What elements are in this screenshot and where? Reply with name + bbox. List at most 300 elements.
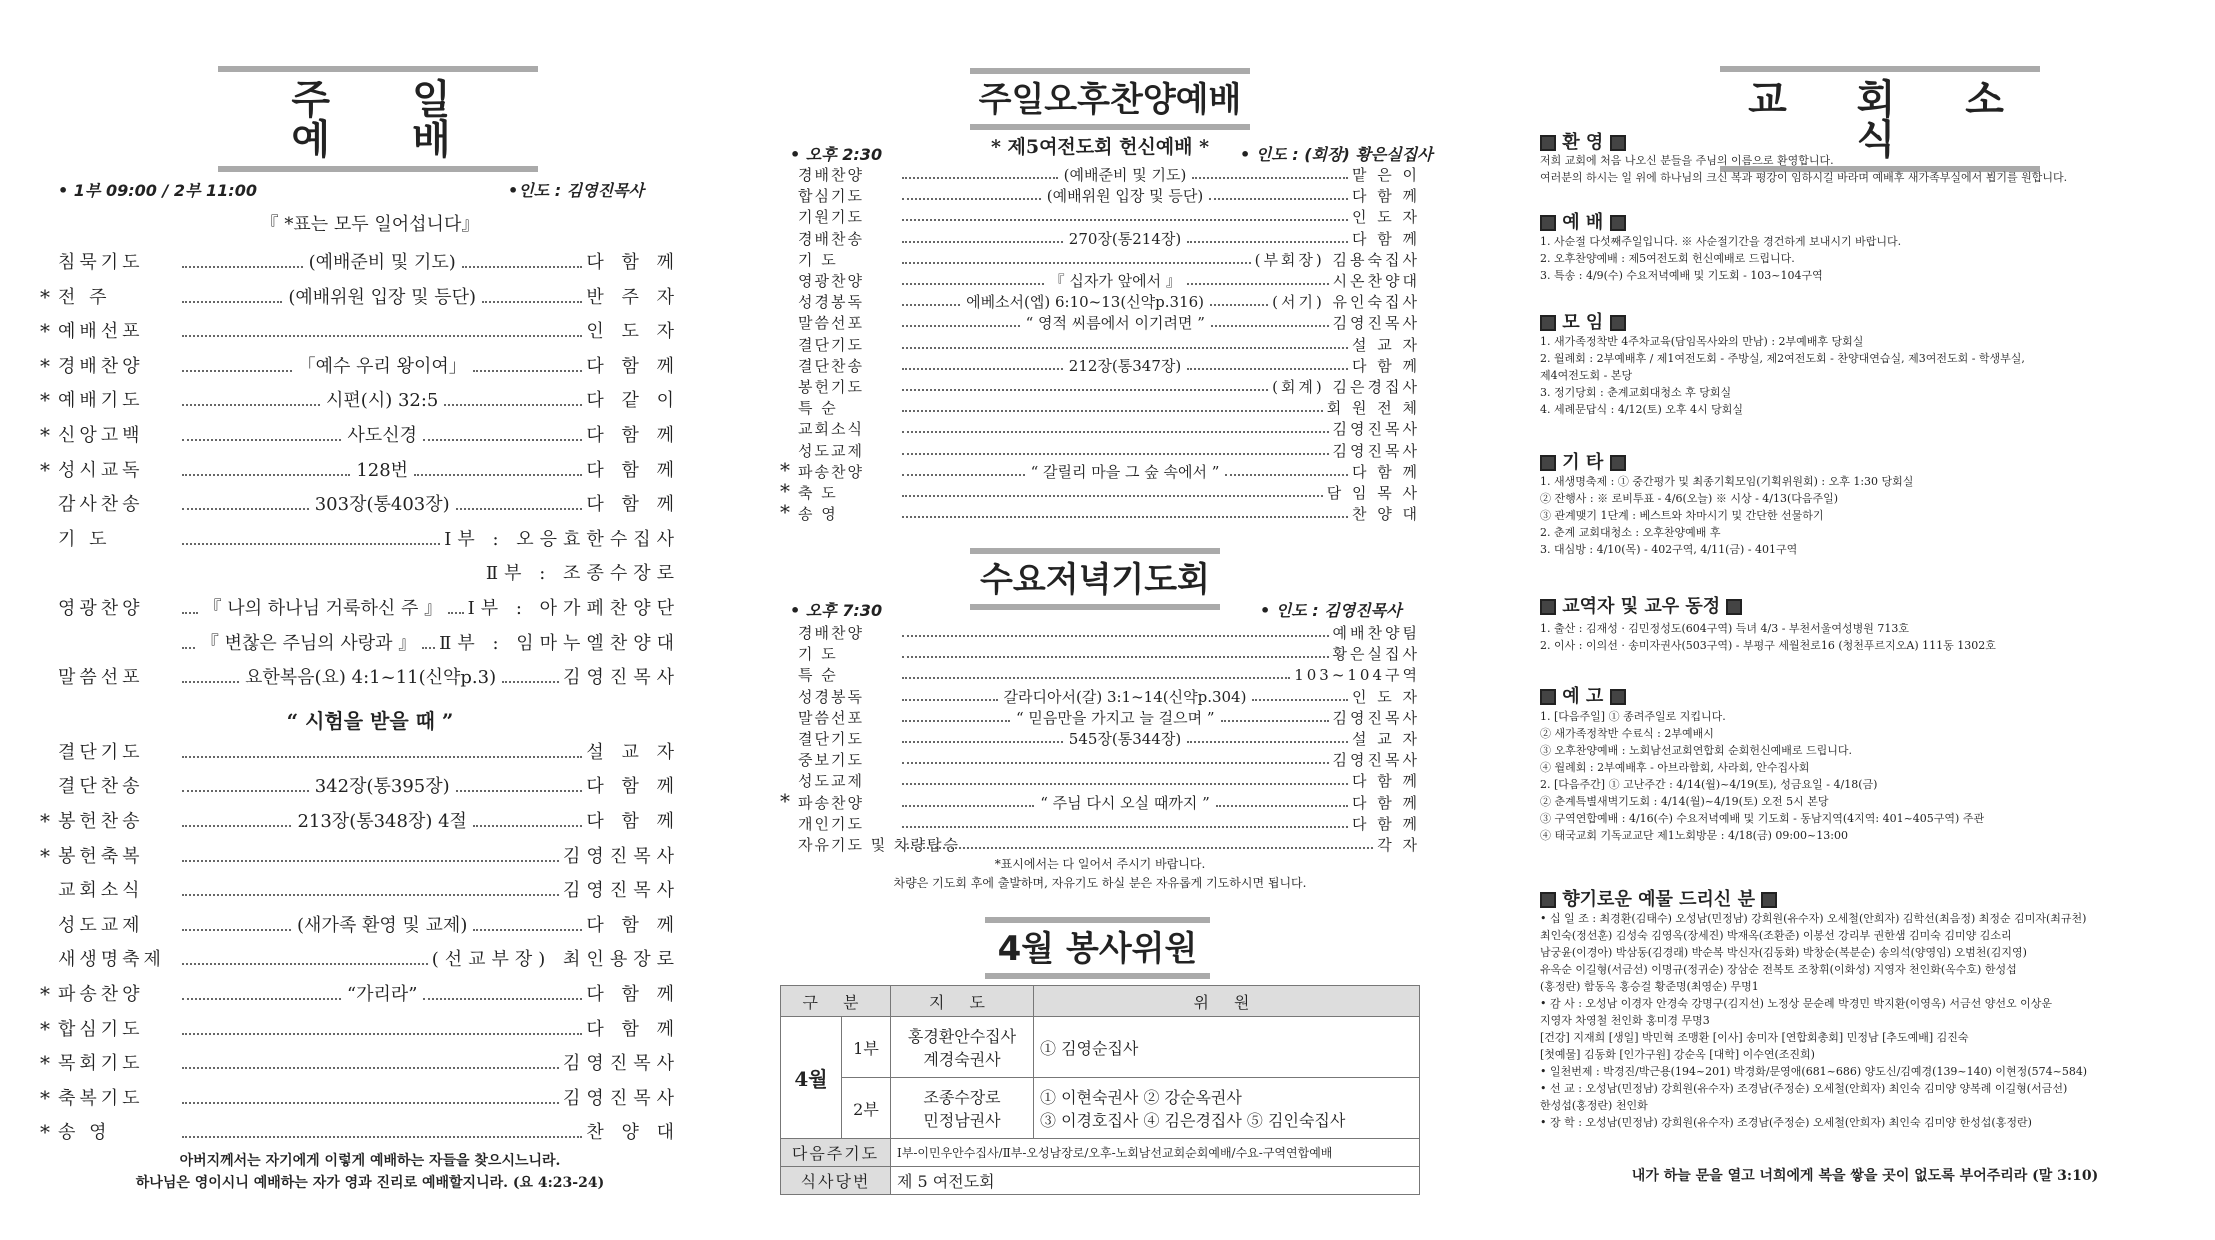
order-content: 『 변찮은 주님의 사랑과 』 xyxy=(200,632,417,654)
order-content: 에베소서(엡) 6:10~13(신약p.316) xyxy=(966,293,1205,312)
order-person: 다 함 께 xyxy=(586,459,681,481)
order-row xyxy=(40,594,680,620)
leader-dots xyxy=(182,301,282,303)
leader-dots xyxy=(902,741,1063,743)
order-label: 송 영 xyxy=(798,505,838,524)
order-row xyxy=(780,815,1420,834)
order-label: 교회소식 xyxy=(58,880,144,902)
part1-cell: 1부 xyxy=(842,1017,891,1078)
leader-dots xyxy=(182,825,291,827)
order-label: 파송찬양 xyxy=(798,793,864,812)
order-star: * xyxy=(40,353,50,378)
order-person: Ⅱ부 : 조종수장로 xyxy=(485,563,680,585)
order-row xyxy=(40,911,680,937)
order-person: (서기) 유인숙집사 xyxy=(1272,293,1421,312)
order-content: 요한복음(요) 4:1~11(신약p.3) xyxy=(244,667,497,689)
order-row xyxy=(40,629,680,655)
order-label: 축복기도 xyxy=(58,1087,144,1109)
order-person: 다 함 께 xyxy=(586,494,680,516)
notice-heading: 예 고 xyxy=(1540,682,1626,708)
order-person: Ⅱ부 : 임마누엘찬양대 xyxy=(439,632,680,654)
order-row xyxy=(780,251,1420,270)
next-prayer-label: 다음주기도 xyxy=(781,1139,891,1167)
order-person: 다 함 께 xyxy=(1352,229,1421,248)
leader-dots xyxy=(456,790,583,792)
next-prayer-value: Ⅰ부-이민우안수집사/Ⅱ부-오성남장로/오후-노회남선교회순회예배/수요-구역연합예배 xyxy=(891,1139,1420,1167)
leader-dots xyxy=(902,219,1348,221)
leader-dots xyxy=(902,826,1348,828)
order-content: 「예수 우리 왕이여」 xyxy=(297,355,467,377)
order-label: 경배찬양 xyxy=(58,355,144,377)
standing-note: *표시에서는 다 일어서 주시기 바랍니다. xyxy=(994,857,1206,871)
part2-leaders xyxy=(891,1078,1034,1139)
leader-dots xyxy=(182,612,198,614)
order-label: 성도교제 xyxy=(58,914,144,936)
leader-dots xyxy=(902,635,1329,637)
order-label: 파송찬양 xyxy=(798,462,864,481)
news-line: 1. 새가족정착반 4주차교육(담임목사와의 만남) : 2부예배후 당회실 xyxy=(1540,335,1864,348)
order-person: 다 함 께 xyxy=(586,425,681,446)
table-header-leader: 지 도 xyxy=(891,986,1034,1017)
order-content: 213장(통348장) 4절 xyxy=(297,811,467,832)
order-row xyxy=(780,399,1420,418)
leader-dots xyxy=(902,453,1329,455)
order-row xyxy=(780,272,1420,291)
order-person: 다 함 께 xyxy=(586,1018,680,1040)
news-line: 저희 교회에 처음 나오신 분들을 주님의 이름으로 환영합니다. xyxy=(1540,154,1834,167)
worship-leader: •인도 : 김영진목사 xyxy=(508,181,644,200)
news-line: • 장 학 : 오성남(민정남) 강희원(유수자) 조경남(주정순) 오세철(안희자) 최인숙 김미양 한성섭(홍정란) xyxy=(1540,1116,2032,1129)
part1-leader-2: 계경숙권사 xyxy=(923,1050,1001,1069)
order-person: 김영진목사 xyxy=(1332,420,1420,439)
afternoon-time: • 오후 2:30 xyxy=(790,145,883,164)
leader-dots xyxy=(182,335,582,337)
order-row xyxy=(780,836,1420,855)
leader-dots xyxy=(182,439,341,441)
part2-leader-2: 민정남권사 xyxy=(923,1111,1001,1130)
order-content: “ 주님 다시 오실 때까지 ” xyxy=(1040,793,1210,812)
order-label: 경배찬양 xyxy=(798,166,864,184)
order-content: (예배준비 및 기도) xyxy=(1063,166,1187,184)
order-person: 김영진목사 xyxy=(1332,751,1420,770)
order-person: 김영진목사 xyxy=(563,1087,680,1109)
order-star: * xyxy=(780,457,790,482)
volunteer-table xyxy=(780,985,1420,1195)
news-line: 제4여전도회 - 본당 xyxy=(1540,369,1633,382)
order-person: 다 함 께 xyxy=(1351,814,1420,833)
afternoon-worship-title: 주일오후찬양예배 xyxy=(970,68,1250,130)
news-line: 2. 월례회 : 2부예배후 / 제1여전도회 - 주방실, 제2여전도회 - 찬양대연습실, 제3여전도회 - 학생부실, xyxy=(1540,352,2025,365)
order-row xyxy=(780,500,1420,525)
order-row xyxy=(780,187,1420,206)
leader-dots xyxy=(902,847,1373,849)
order-person: 다 함 께 xyxy=(1351,462,1420,481)
church-news-title: 교 회 소 식 xyxy=(1720,66,2040,172)
order-star: * xyxy=(40,982,50,1006)
order-row xyxy=(40,352,680,378)
order-person: 김영진목사 xyxy=(563,845,680,867)
leader-dots xyxy=(182,404,320,406)
order-content: 270장(통214장) xyxy=(1068,229,1182,248)
order-label: 경배찬양 xyxy=(798,624,864,642)
leader-dots xyxy=(902,656,1329,658)
news-line: ② 새가족정착반 수료식 : 2부예배시 xyxy=(1540,727,1714,740)
order-row xyxy=(40,772,680,798)
order-person: 다 같 이 xyxy=(586,390,680,412)
order-person: 다 함 께 xyxy=(586,355,680,377)
order-content: “ 갈릴리 마을 그 숲 속에서 ” xyxy=(1030,462,1220,481)
news-line: 3. 특송 : 4/9(수) 수요저녁예배 및 기도회 - 103~104구역 xyxy=(1540,269,1823,282)
order-label: 봉헌축복 xyxy=(58,845,144,867)
news-line: 1. [다음주일] ① 종려주일로 지킵니다. xyxy=(1540,710,1726,723)
order-person: 각 자 xyxy=(1377,836,1420,854)
order-label: 경배찬송 xyxy=(798,229,864,248)
order-person: 다 함 께 xyxy=(1352,793,1421,812)
leader-dots xyxy=(1187,241,1348,243)
leader-dots xyxy=(182,1033,582,1035)
leader-dots xyxy=(902,805,1034,807)
leader-dots xyxy=(182,790,309,792)
order-row xyxy=(780,293,1420,312)
order-row xyxy=(40,559,680,585)
order-person: 다 함 께 xyxy=(586,811,680,832)
leader-dots xyxy=(1187,283,1329,285)
order-person: 회 원 전 체 xyxy=(1326,399,1420,418)
misc-heading: 기 타 xyxy=(1540,448,1626,474)
order-label: 침묵기도 xyxy=(58,252,144,273)
order-label: 목회기도 xyxy=(58,1053,144,1075)
news-line: • 일천번제 : 박경진/박근용(194~201) 박경화/문영애(681~686) 양도신/김예경(139~140) 이현정(574~584) xyxy=(1540,1065,2088,1078)
order-label: 파송찬양 xyxy=(58,984,144,1005)
news-line: 최인숙(정선훈) 김성숙 김영옥(장세진) 박재옥(조환준) 이봉선 강리부 권한샘 김미숙 김미양 김소리 xyxy=(1540,929,2012,942)
order-person: 김영진목사 xyxy=(1332,441,1420,460)
closing-verse-line2: 하나님은 영이시니 예배하는 자가 영과 진리로 예배할지니라. (요 4:23-24) xyxy=(135,1175,605,1191)
order-person: 다 함 께 xyxy=(586,776,680,798)
leader-dots xyxy=(902,495,1323,497)
leader-dots xyxy=(902,389,1268,391)
news-line: 1. 사순절 다섯째주일입니다. ※ 사순절기간을 경건하게 보내시기 바랍니다. xyxy=(1540,235,1902,248)
leader-dots xyxy=(182,998,341,1000)
leader-dots xyxy=(182,266,303,268)
order-row xyxy=(40,456,680,482)
leader-dots xyxy=(473,370,583,372)
order-content: 『 십자가 앞에서 』 xyxy=(1049,272,1181,290)
table-header-division: 구 분 xyxy=(781,986,891,1017)
wednesday-leader: • 인도 : 김영진목사 xyxy=(1260,601,1402,620)
news-line: ④ 태국교회 기독교교단 제1노회방문 : 4/18(금) 09:00~13:00 xyxy=(1540,829,1848,842)
order-label: 신앙고백 xyxy=(58,425,144,446)
order-label: 예배선포 xyxy=(58,321,144,343)
standing-notice: 『 *표는 모두 일어섭니다』 xyxy=(260,214,480,235)
leader-dots xyxy=(414,474,582,476)
part1-leaders xyxy=(891,1017,1034,1078)
welcome-heading: 환 영 xyxy=(1540,128,1626,154)
news-line: [첫예물] 김동화 [인가구원] 강순옥 [대학] 이수연(조진희) xyxy=(1540,1048,1815,1061)
leader-dots xyxy=(1216,805,1348,807)
order-person: 예배찬양팀 xyxy=(1332,624,1420,642)
order-label: 예배기도 xyxy=(58,390,144,412)
order-row xyxy=(780,378,1420,397)
leader-dots xyxy=(902,677,1290,679)
order-content: 128번 xyxy=(356,459,409,481)
order-label: 결단찬송 xyxy=(58,776,144,798)
order-label: 축 도 xyxy=(798,484,838,502)
leader-dots xyxy=(456,508,583,510)
order-row xyxy=(40,525,680,551)
staff-heading: 교역자 및 교우 동정 xyxy=(1540,592,1742,618)
order-content: 시편(시) 32:5 xyxy=(326,390,439,412)
order-star: * xyxy=(40,388,50,413)
order-person: 김영진목사 xyxy=(563,1053,680,1075)
news-line: • 선 교 : 오성남(민정남) 강희원(유수자) 조경남(주정순) 오세철(안희자) 최인숙 김미양 양복례 이길형(서금선) xyxy=(1540,1082,2068,1095)
meal-duty-label: 식사당번 xyxy=(781,1167,891,1195)
order-person: 103~104구역 xyxy=(1294,666,1420,685)
news-line: • 십 일 조 : 최경환(김태수) 오성남(민정남) 강희원(유수자) 오세철(안희자) 김학선(최음정) 최정순 김미자(최규천) xyxy=(1540,912,2087,925)
order-label: 성도교제 xyxy=(798,441,864,460)
order-person: 김영진목사 xyxy=(1332,314,1421,333)
order-content: 303장(통403장) xyxy=(314,494,450,516)
order-row xyxy=(780,688,1420,707)
closing-verse: 내가 하늘 문을 열고 너희에게 복을 쌓을 곳이 없도록 부어주리라 (말 3:10) xyxy=(1631,1168,2099,1184)
order-person: 다 함 께 xyxy=(586,984,680,1005)
order-person: 시온찬양대 xyxy=(1332,272,1421,290)
order-star: * xyxy=(780,500,790,525)
order-person: 찬 양 대 xyxy=(1351,505,1420,524)
news-line: 1. 출산 : 김재성 · 김민정성도(604구역) 득녀 4/3 - 부천서울여성병원 713호 xyxy=(1540,622,1910,635)
order-label: 영광찬양 xyxy=(58,598,144,619)
leader-dots xyxy=(182,1136,582,1138)
news-line: ② 잔행사 : ※ 로비투표 - 4/6(오늘) ※ 시상 - 4/13(다음주일) xyxy=(1540,492,1839,505)
leader-dots xyxy=(422,647,435,649)
order-person: 인 도 자 xyxy=(1352,687,1421,706)
news-line: 2. 춘계 교회대청소 : 오후찬양예배 후 xyxy=(1540,526,1721,539)
leader-dots xyxy=(182,647,195,649)
order-content: 545장(통344장) xyxy=(1068,730,1182,748)
leader-dots xyxy=(902,347,1348,349)
leader-dots xyxy=(902,699,998,701)
order-row xyxy=(780,208,1420,227)
leader-dots xyxy=(182,508,309,510)
leader-dots xyxy=(182,681,239,683)
news-line: 2. 오후찬양예배 : 제5여전도회 헌신예배로 드립니다. xyxy=(1540,252,1795,265)
order-row xyxy=(40,490,680,516)
leader-dots xyxy=(182,1102,559,1104)
order-person: 설 교 자 xyxy=(1351,335,1420,354)
leader-dots xyxy=(462,266,583,268)
april-volunteers-title: 4월 봉사위원 xyxy=(985,917,1210,979)
leader-dots xyxy=(1187,741,1348,743)
order-star: * xyxy=(40,1085,50,1110)
order-row xyxy=(40,248,680,274)
order-label: 영광찬양 xyxy=(798,272,864,290)
news-line: ③ 관계맺기 1단계 : 베스트와 차마시기 및 간단한 선물하기 xyxy=(1540,509,1824,522)
order-row xyxy=(40,421,680,447)
sermon-title: “ 시험을 받을 때 ” xyxy=(286,709,454,733)
order-row xyxy=(780,420,1420,439)
afternoon-subtitle: * 제5여전도회 헌신예배 * xyxy=(990,136,1210,158)
order-row xyxy=(780,709,1420,728)
order-label: 기 도 xyxy=(798,250,838,269)
order-star: * xyxy=(780,788,790,813)
order-person: (회계) 김은경집사 xyxy=(1272,378,1420,396)
order-label: 기원기도 xyxy=(798,208,864,227)
order-label: 말씀선포 xyxy=(58,667,144,689)
wednesday-time: • 오후 7:30 xyxy=(790,601,883,620)
order-label: 결단기도 xyxy=(798,730,864,748)
order-content: (예배위원 입장 및 등단) xyxy=(1046,187,1204,206)
part2-leader-1: 조종수장로 xyxy=(923,1088,1001,1107)
order-row xyxy=(40,1015,680,1041)
wednesday-prayer-title: 수요저녁기도회 xyxy=(970,548,1220,610)
order-label: 결단찬송 xyxy=(798,356,864,375)
news-line: • 감 사 : 오성남 이경자 안경숙 강명구(김지선) 노정상 문순례 박경민 박지환(이영옥) 서금선 양선오 이상운 xyxy=(1540,997,2052,1010)
leader-dots xyxy=(902,177,1058,179)
news-line: ③ 구역연합예배 : 4/16(수) 수요저녁예배 및 기도회 - 동남지역(4지역: 401~405구역) 주관 xyxy=(1540,812,1985,825)
leader-dots xyxy=(902,720,1010,722)
order-label: 중보기도 xyxy=(798,751,864,770)
leader-dots xyxy=(1225,474,1348,476)
news-line: 지영자 차영철 천인화 홍미경 무명3 xyxy=(1540,1014,1710,1027)
staff-list xyxy=(1540,620,2190,654)
order-star: * xyxy=(40,1120,50,1145)
leader-dots xyxy=(482,301,582,303)
order-content: “ 믿음만을 가지고 늘 걸으며 ” xyxy=(1015,708,1215,727)
part2-members-line2: ③ 이경호집사 ④ 김은경집사 ⑤ 김인숙집사 xyxy=(1040,1111,1346,1130)
leader-dots xyxy=(182,860,559,862)
leader-dots xyxy=(902,304,960,306)
order-row xyxy=(780,772,1420,791)
leader-dots xyxy=(1209,198,1348,200)
offering-list xyxy=(1540,910,2190,1131)
order-content: 갈라디아서(갈) 3:1~14(신약p.304) xyxy=(1003,687,1247,706)
news-line: ④ 월례회 : 2부예배후 - 아브라함회, 사라회, 안수집사회 xyxy=(1540,761,1810,774)
order-star: * xyxy=(40,843,50,868)
meeting-heading: 모 임 xyxy=(1540,308,1626,334)
order-star: * xyxy=(40,423,50,447)
leader-dots xyxy=(1252,699,1348,701)
order-row xyxy=(40,945,680,971)
worship-times: • 1부 09:00 / 2부 11:00 xyxy=(58,181,257,200)
leader-dots xyxy=(182,474,350,476)
part2-members-line1: ① 이현숙권사 ② 강순옥권사 xyxy=(1040,1088,1242,1107)
news-line: 3. 정기당회 : 춘계교회대청소 후 당회실 xyxy=(1540,386,1732,399)
leader-dots xyxy=(423,439,582,441)
meal-duty-value: 제 5 여전도회 xyxy=(891,1167,1420,1195)
order-person: 설 교 자 xyxy=(586,741,680,763)
order-star: * xyxy=(40,284,50,309)
order-row xyxy=(40,876,680,902)
vehicle-note: 차량은 기도회 후에 출발하며, 자유기도 하실 분은 자유롭게 기도하시면 됩니다. xyxy=(893,876,1307,890)
leader-dots xyxy=(182,756,582,758)
leader-dots xyxy=(902,325,1020,327)
order-person: 맡 은 이 xyxy=(1351,166,1420,184)
order-label: 성도교제 xyxy=(798,772,864,791)
order-content: “ 영적 씨름에서 이기려면 ” xyxy=(1025,314,1205,333)
worship-heading: 예 배 xyxy=(1540,208,1626,234)
leader-dots xyxy=(1221,720,1329,722)
news-line: 3. 대심방 : 4/10(목) - 402구역, 4/11(금) - 401구역 xyxy=(1540,543,1798,556)
news-line: 여러분의 하시는 일 위에 하나님의 크신 복과 평강이 임하시길 바라며 예배후 새가족부실에서 뵙기를 원합니다. xyxy=(1540,171,2068,184)
order-row xyxy=(780,230,1420,249)
order-label: 전 주 xyxy=(58,286,111,308)
leader-dots xyxy=(182,963,428,965)
order-row xyxy=(40,663,680,689)
order-label: 특 순 xyxy=(798,666,838,685)
order-row xyxy=(780,166,1420,185)
order-row xyxy=(780,645,1420,664)
order-star: * xyxy=(780,479,790,503)
leader-dots xyxy=(902,368,1063,370)
news-line: ② 춘계특별새벽기도회 : 4/14(월)~4/19(토) 오전 5시 본당 xyxy=(1540,795,1829,808)
order-star: * xyxy=(40,457,50,482)
order-person: 설 교 자 xyxy=(1352,730,1421,748)
order-label: 기 도 xyxy=(58,528,111,550)
order-row xyxy=(780,357,1420,376)
order-content: (새가족 환영 및 교제) xyxy=(297,914,468,936)
sunday-worship-title: 주 일 예 배 xyxy=(218,66,538,172)
order-row xyxy=(780,457,1420,482)
order-person: 김영진목사 xyxy=(1332,708,1420,727)
leader-dots xyxy=(473,929,582,931)
order-person: 인 도 자 xyxy=(586,321,680,343)
order-person: 인 도 자 xyxy=(1351,208,1420,227)
order-label: 개인기도 xyxy=(798,814,864,833)
order-row xyxy=(40,807,680,833)
order-row xyxy=(780,336,1420,355)
order-label: 합심기도 xyxy=(798,187,864,206)
order-content: 342장(통395장) xyxy=(314,776,450,798)
leader-dots xyxy=(902,431,1329,433)
order-content: 『 나의 하나님 거룩하신 주 』 xyxy=(203,598,443,619)
order-person: (선교부장) 최인용장로 xyxy=(431,949,680,971)
misc-list xyxy=(1540,473,2190,558)
news-line: 유옥순 이길형(서금선) 이명규(정귀순) 장삼순 전복토 조창휘(이화성) 지영자 천인화(옥수호) 한성섭 xyxy=(1540,963,2017,976)
order-label: 말씀선포 xyxy=(798,314,864,333)
order-content: (예배위원 입장 및 등단) xyxy=(288,286,477,308)
order-label: 봉헌찬송 xyxy=(58,811,144,832)
order-label: 특 순 xyxy=(798,399,838,418)
order-person: Ⅰ부 : 오응효한수집사 xyxy=(444,528,680,550)
order-label: 합심기도 xyxy=(58,1018,144,1040)
order-row xyxy=(780,666,1420,685)
order-row xyxy=(40,842,680,868)
month-cell: 4월 xyxy=(781,1017,842,1139)
leader-dots xyxy=(902,241,1063,243)
order-row xyxy=(40,980,680,1006)
offering-heading: 향기로운 예물 드리신 분 xyxy=(1540,885,1777,911)
order-person: 찬 양 대 xyxy=(586,1122,680,1144)
order-star: * xyxy=(40,809,50,833)
order-label: 새생명축제 xyxy=(58,949,165,971)
order-person: 다 함 께 xyxy=(586,252,681,273)
order-row xyxy=(780,624,1420,643)
order-person: 다 함 께 xyxy=(1351,187,1420,206)
worship-list xyxy=(1540,233,2190,284)
leader-dots xyxy=(1210,304,1268,306)
leader-dots xyxy=(1187,368,1348,370)
welcome-list xyxy=(1540,152,2190,186)
notice-list xyxy=(1540,708,2190,844)
order-row xyxy=(780,314,1420,333)
order-row xyxy=(40,1049,680,1075)
order-star: * xyxy=(40,319,50,344)
news-line: 2. [다음주간] ① 고난주간 : 4/14(월)~4/19(토), 성금요일 - 4/18(금) xyxy=(1540,778,1878,791)
order-row xyxy=(40,1118,680,1144)
part2-members xyxy=(1034,1078,1420,1139)
leader-dots xyxy=(902,198,1041,200)
order-person: Ⅰ부 : 아가페찬양단 xyxy=(467,598,680,619)
order-row xyxy=(780,479,1420,503)
